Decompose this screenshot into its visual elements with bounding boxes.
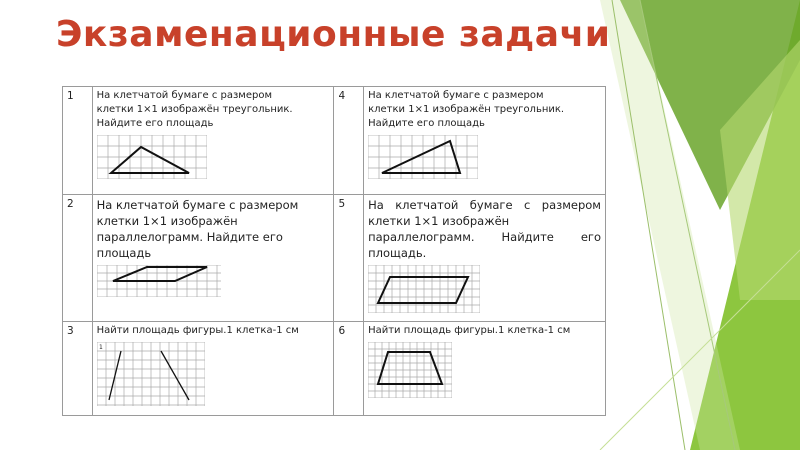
task-text: Найдите его площадь (368, 118, 485, 129)
table-row (63, 321, 606, 415)
task-number: 1 (63, 87, 93, 195)
grid-figure-parallelogram (97, 265, 221, 297)
task-text: клетки 1×1 изображён треугольник. (96, 104, 293, 115)
task-text: параллелограмм. Найдите его (96, 230, 283, 245)
task-text: Найдите его площадь (96, 118, 214, 129)
grid-unit-label: 1 (98, 343, 103, 351)
task-text: клетки 1×1 изображён треугольник. (368, 104, 565, 115)
grid-figure-trapezoid (97, 342, 205, 406)
grid-figure-triangle (368, 135, 478, 179)
task-cell (92, 321, 334, 415)
grid-figure-parallelogram (368, 265, 480, 313)
task-text: площадь. (368, 246, 427, 261)
task-text: клетки 1×1 изображён (368, 214, 510, 229)
task-number: 2 (63, 195, 93, 321)
task-text: Найти площадь фигуры.1 клетка-1 см (368, 324, 571, 336)
task-cell (92, 195, 334, 321)
task-text: На клетчатой бумаге с размером (96, 198, 299, 213)
task-number: 4 (334, 87, 364, 195)
task-text: площадь (96, 246, 152, 261)
task-text: параллелограмм. Найдите его (368, 230, 601, 245)
tasks-table (62, 86, 606, 416)
task-cell (92, 87, 334, 195)
slide-title: Экзаменационные задачи (56, 14, 611, 55)
grid-figure-triangle (97, 135, 207, 179)
task-cell (364, 321, 606, 415)
task-text: На клетчатой бумаге с размером (96, 90, 273, 101)
task-cell (364, 195, 606, 321)
task-number: 5 (334, 195, 364, 321)
table-row (63, 195, 606, 321)
task-text: Найти площадь фигуры.1 клетка-1 см (96, 324, 299, 336)
task-number: 6 (334, 321, 364, 415)
task-number: 3 (63, 321, 93, 415)
task-text: На клетчатой бумаге с размером (368, 90, 544, 101)
grid-figure-trapezoid (368, 342, 452, 398)
table-row (63, 87, 606, 195)
task-cell (364, 87, 606, 195)
task-text: На клетчатой бумаге с размером (368, 198, 601, 213)
task-text: клетки 1×1 изображён (96, 214, 238, 229)
